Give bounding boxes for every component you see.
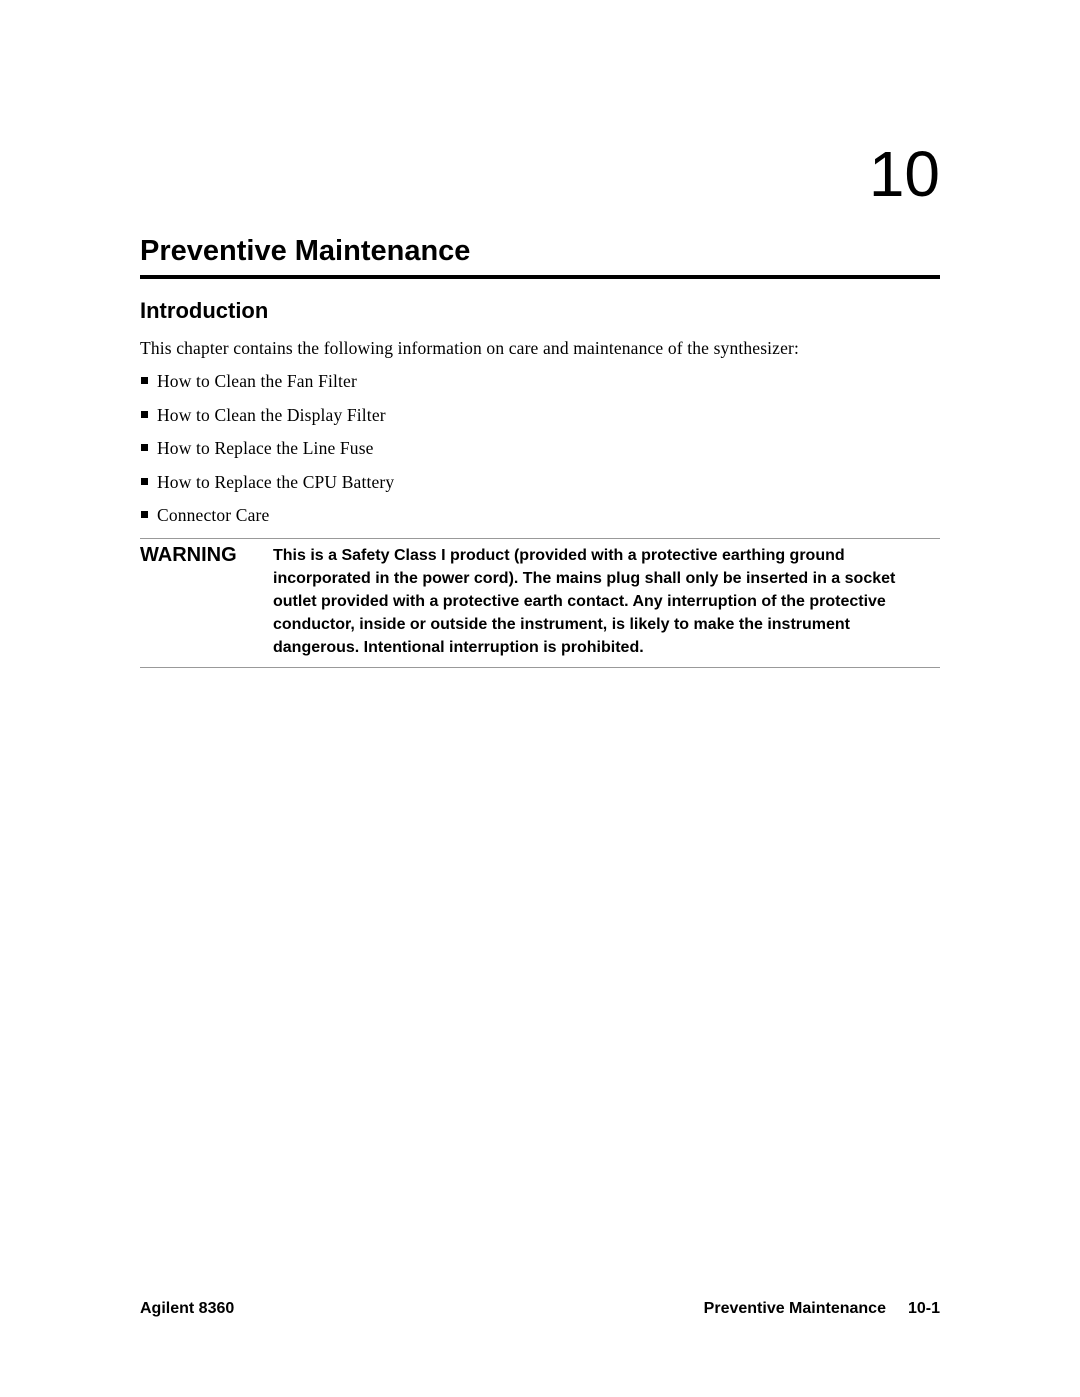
list-item	[140, 404, 394, 438]
square-bullet-icon	[141, 411, 148, 418]
footer-running-head	[704, 1298, 940, 1320]
list-item-text: Connector Care	[157, 505, 270, 525]
list-item-text: How to Replace the CPU Battery	[157, 471, 395, 492]
footer-section: Preventive Maintenance	[703, 1300, 886, 1317]
list-item-text: How to Replace the Line Fuse	[157, 438, 374, 458]
intro-paragraph: This chapter contains the following information on care and maintenance of the synthesizer:	[140, 338, 799, 358]
warning-text: This is a Safety Class I product (provided with a protective earthing ground incorporated in the power cord). The mains plug shall only be inserted in a socket outlet provided with a protective earth contact. Any interruption of the protective conductor, inside or outside the instrument, is likely to make the instrument dangerous. Intentional interruption is prohibited.	[273, 547, 896, 656]
topic-list	[140, 370, 394, 538]
list-item	[140, 471, 394, 505]
square-bullet-icon	[141, 511, 148, 518]
warning-label: WARNING	[140, 544, 237, 566]
square-bullet-icon	[141, 377, 148, 384]
warning-divider-top	[140, 538, 940, 539]
list-item	[140, 437, 394, 471]
square-bullet-icon	[141, 444, 148, 451]
title-rule	[140, 275, 940, 279]
square-bullet-icon	[141, 478, 148, 485]
footer-product: Agilent 8360	[140, 1300, 235, 1317]
section-heading-introduction: Introduction	[140, 298, 269, 323]
list-item-text: How to Clean the Display Filter	[157, 404, 386, 425]
list-item	[140, 504, 394, 538]
warning-divider-bottom	[140, 667, 940, 668]
chapter-number: 10	[868, 138, 940, 210]
list-item	[140, 370, 394, 404]
chapter-title: Preventive Maintenance	[140, 235, 471, 267]
footer-page-number: 10-1	[907, 1300, 940, 1317]
list-item-text: How to Clean the Fan Filter	[157, 371, 357, 391]
